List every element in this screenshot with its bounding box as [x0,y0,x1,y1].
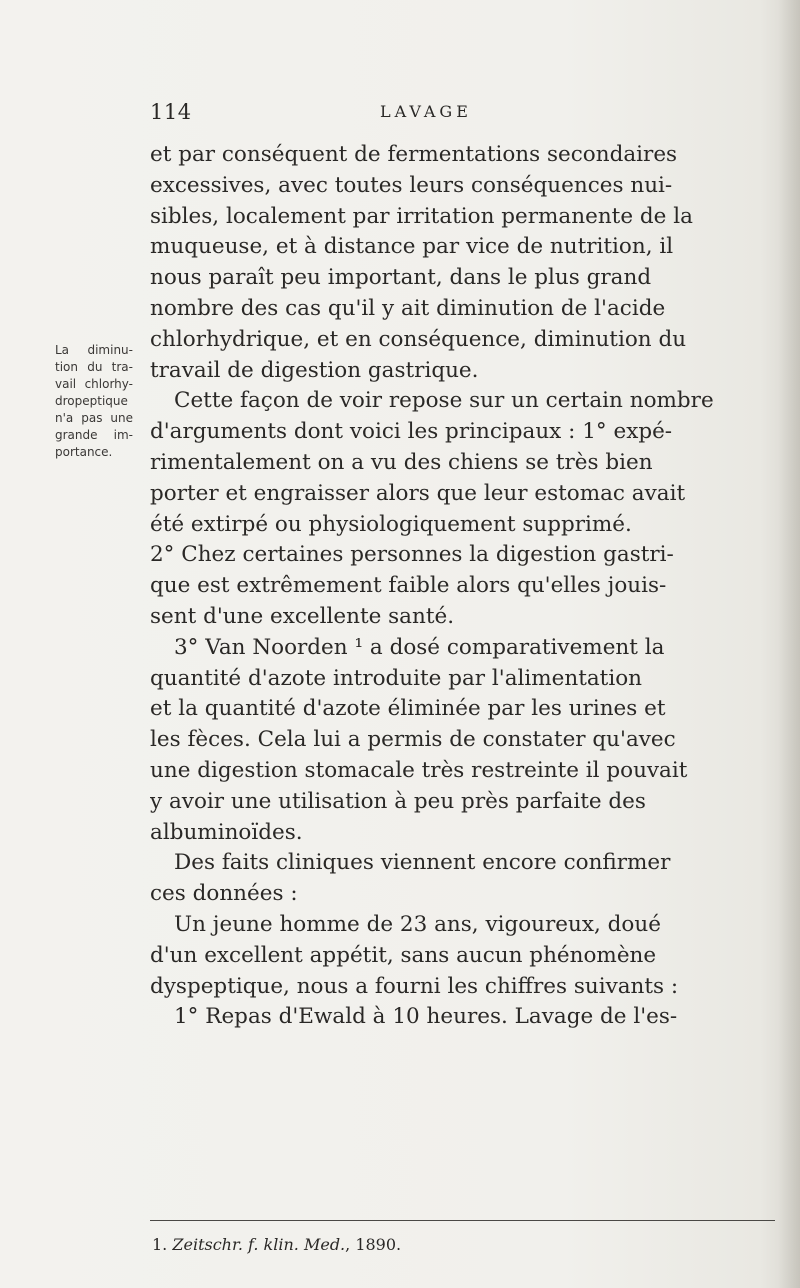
margin-note-line: portance. [55,445,113,459]
text-line: sent d'une excellente santé. [150,603,455,629]
text-line: 1° Repas d'Ewald à 10 heures. Lavage de l'es- [174,1004,678,1030]
text-line: rimentalement on a vu des chiens se très bien [150,449,653,475]
margin-note-line: tion du tra- [55,360,133,374]
text-line: dyspeptique, nous a fourni les chiffres suivants : [150,973,679,999]
text-line: chlorhydrique, et en conséquence, diminution du [150,326,687,352]
footnote [152,1235,401,1254]
text-line: une digestion stomacale très restreinte il pouvait [150,757,688,783]
text-line: nous paraît peu important, dans le plus grand [150,265,652,291]
margin-note-line: grande im- [55,428,133,442]
margin-note [55,342,133,461]
margin-note-line: vail chlorhy- [55,377,133,391]
margin-note-line: La diminu- [55,343,133,357]
text-line: d'arguments dont voici les principaux : 1° expé- [150,419,673,445]
text-line: porter et engraisser alors que leur estomac avait [150,480,686,506]
page-number: 114 [150,100,192,124]
footnote-number: 1. [152,1235,168,1254]
text-line: nombre des cas qu'il y ait diminution de l'acide [150,295,666,321]
running-title: LAVAGE [380,102,472,121]
text-line: Un jeune homme de 23 ans, vigoureux, doué [174,911,661,937]
text-line: et par conséquent de fermentations secondaires [150,142,678,167]
text-line: muqueuse, et à distance par vice de nutrition, il [150,234,674,260]
text-line: y avoir une utilisation à peu près parfaite des [150,788,646,814]
text-line: et la quantité d'azote éliminée par les urines et [150,696,666,722]
text-line: Cette façon de voir repose sur un certain nombre [174,388,714,414]
footnote-year: , 1890. [345,1235,402,1254]
running-head [150,100,590,128]
text-line: ces données : [150,881,298,907]
text-line: 3° Van Noorden ¹ a dosé comparativement la [174,634,665,660]
text-line: sibles, localement par irritation permanente de la [150,203,693,229]
margin-note-line: dropeptique [55,394,128,408]
text-line: d'un excellent appétit, sans aucun phénomène [150,942,657,968]
text-line: été extirpé ou physiologiquement supprimé. [150,511,632,537]
margin-note-line: n'a pas une [55,411,133,425]
text-line: quantité d'azote introduite par l'alimentation [150,665,642,691]
footnote-citation: Zeitschr. f. klin. Med. [172,1235,346,1254]
text-line: Des faits cliniques viennent encore confirmer [174,850,671,876]
footnote-divider [150,1220,775,1221]
text-line: 2° Chez certaines personnes la digestion gastri- [150,542,674,568]
body-text [150,140,790,1033]
text-line: travail de digestion gastrique. [150,357,479,383]
text-line: albuminoïdes. [150,819,303,845]
text-line: excessives, avec toutes leurs conséquences nui- [150,172,673,198]
text-line: les fèces. Cela lui a permis de constater qu'avec [150,727,676,753]
text-line: que est extrêmement faible alors qu'elles jouis- [150,573,667,599]
